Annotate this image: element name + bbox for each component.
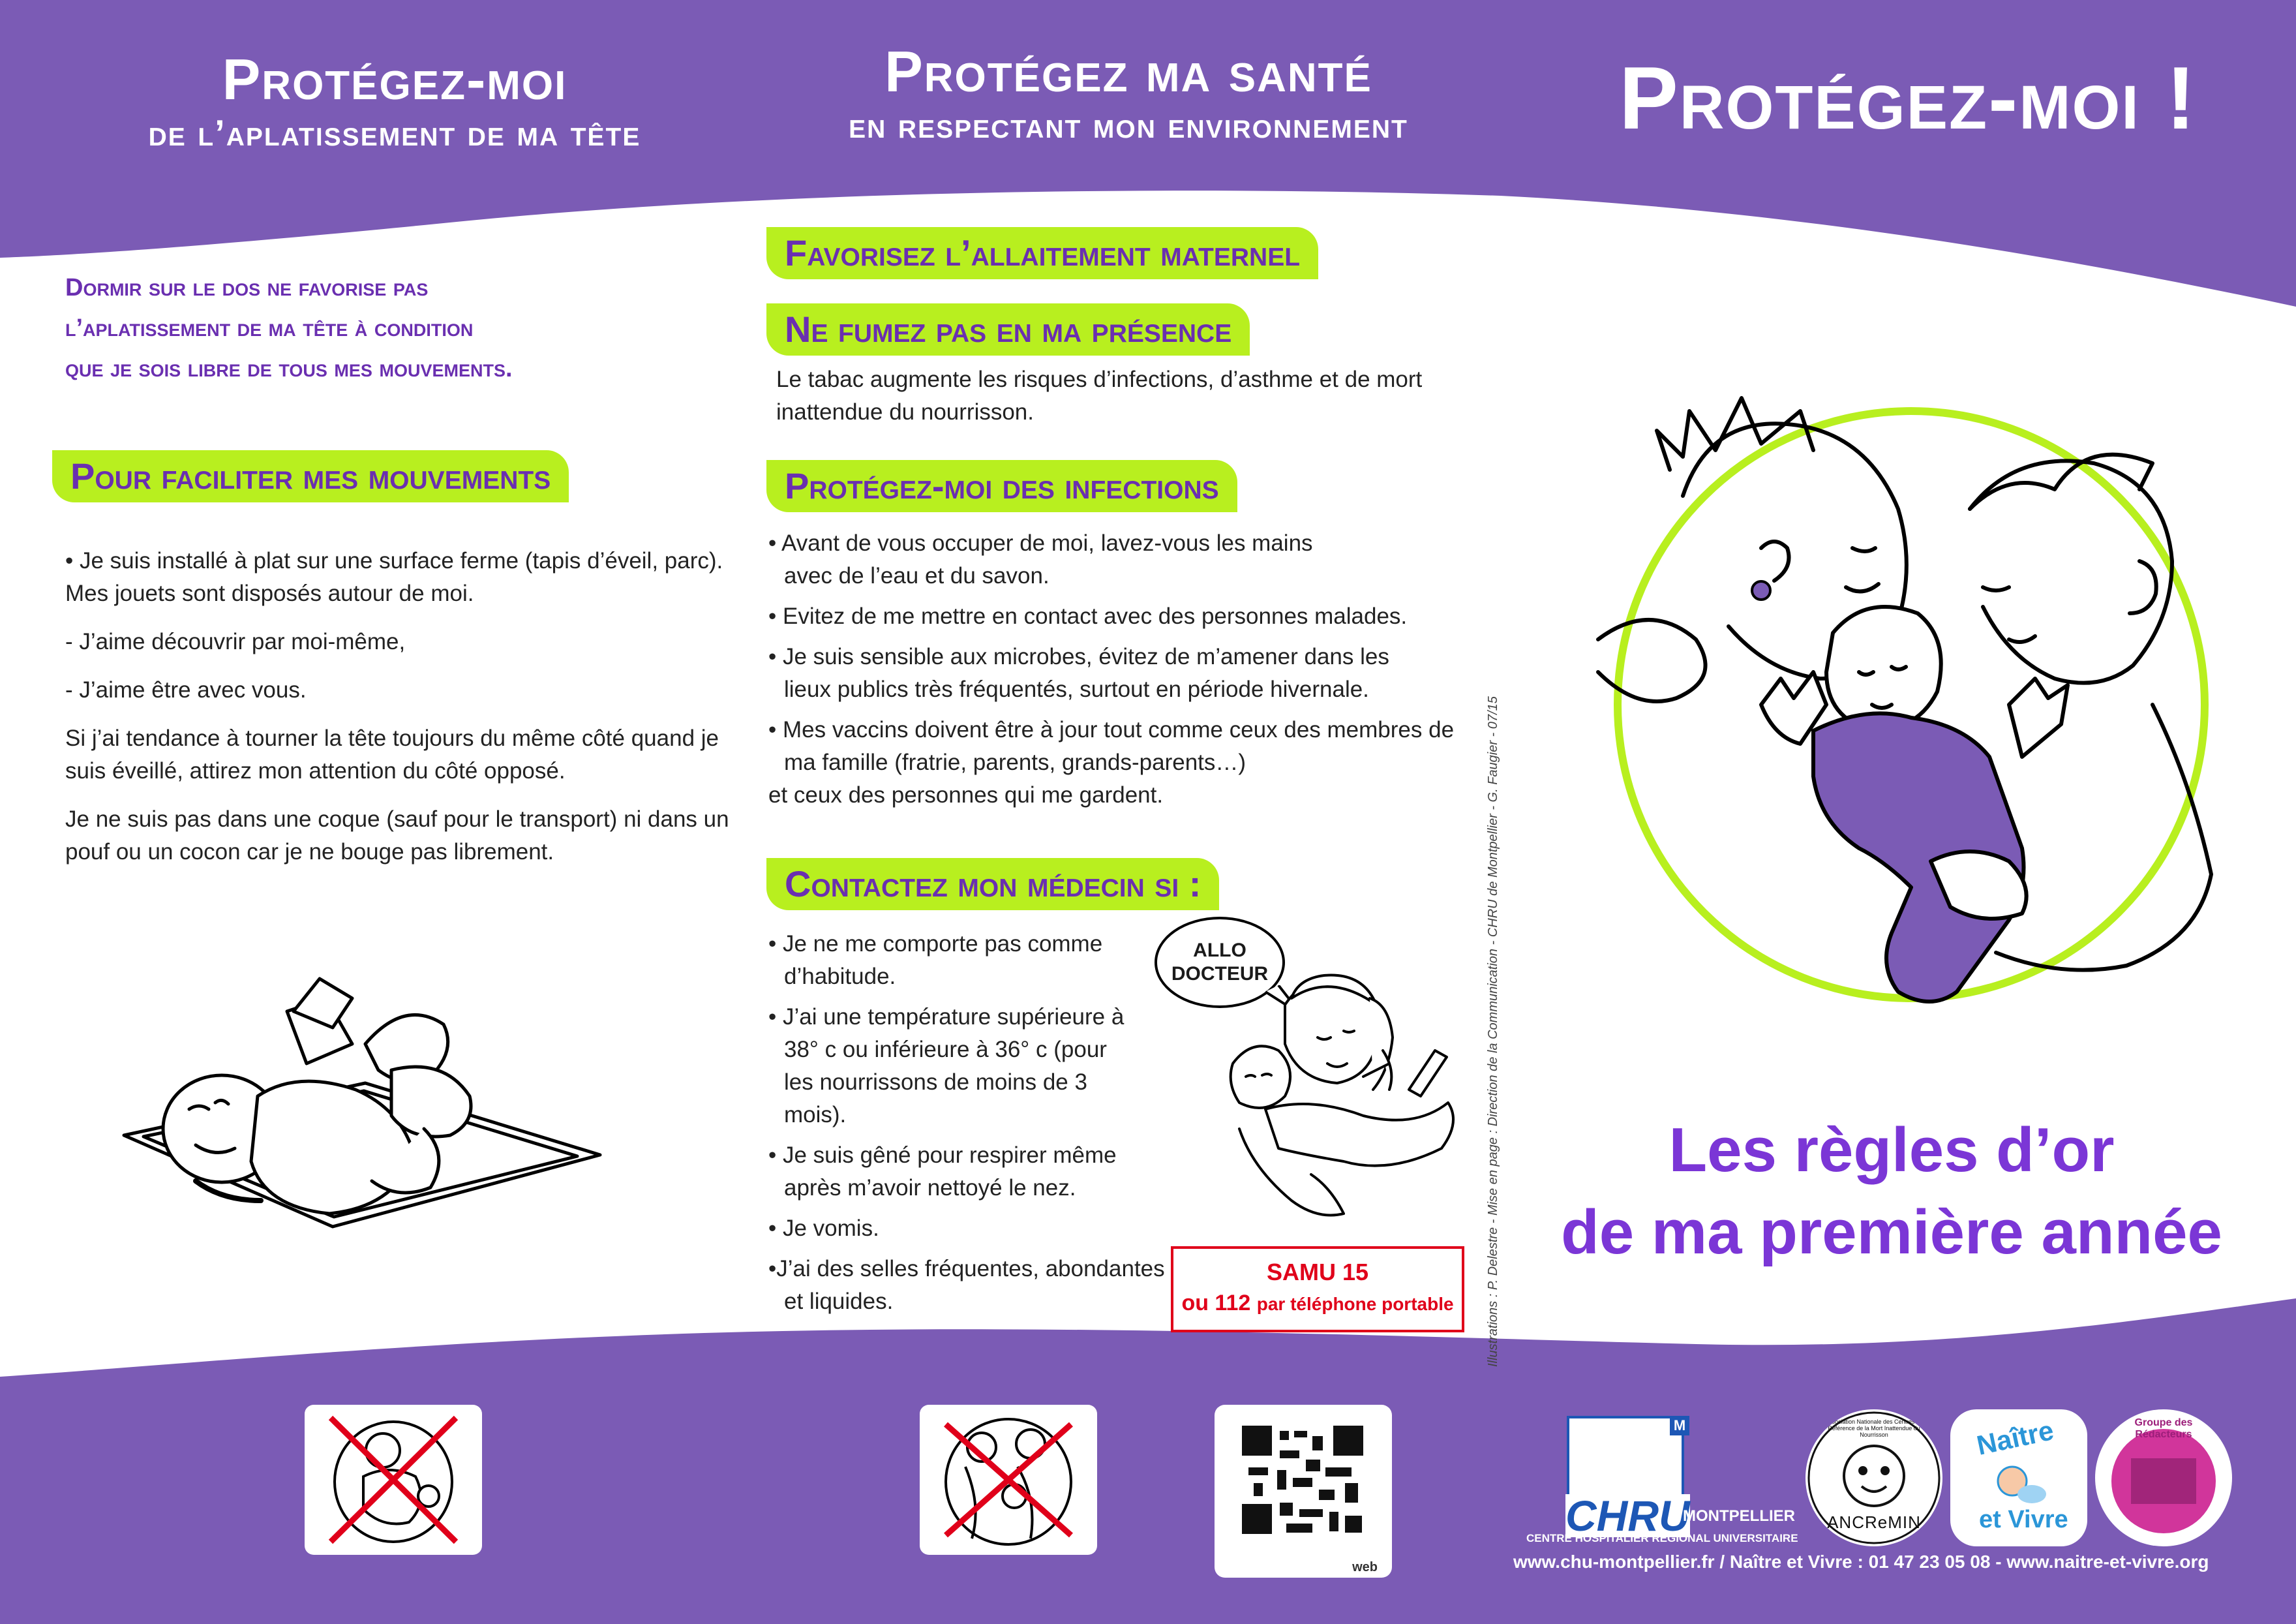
samu-alt-label: par téléphone portable bbox=[1256, 1294, 1454, 1314]
header-right bbox=[1539, 46, 2276, 150]
list-item: • Je ne me comporte pas comme d’habitude. bbox=[768, 931, 1103, 989]
left-paragraph: - J’aime être avec vous. bbox=[65, 677, 307, 703]
left-intro-line-2: l’aplatissement de ma tête à condition bbox=[65, 314, 474, 342]
mother-phone-illustration bbox=[1213, 959, 1474, 1246]
footer-urls[interactable]: www.chu-montpellier.fr / Naître et Vivre : 01 47 23 05 08 - www.naitre-et-vivre.org bbox=[1513, 1552, 2209, 1572]
left-body bbox=[65, 545, 744, 884]
groupe-redacteurs-logo[interactable] bbox=[2095, 1409, 2232, 1546]
header-right-title: Protégez-moi ! bbox=[1619, 48, 2197, 147]
family-illustration bbox=[1565, 365, 2270, 1096]
section-title-movements: Pour faciliter mes mouvements bbox=[52, 450, 569, 502]
left-paragraph: Je ne suis pas dans une coque (sauf pour le transport) ni dans un pouf ou un cocon car je ne bouge pas librement. bbox=[65, 806, 729, 865]
left-intro bbox=[65, 268, 718, 389]
naitre-label-2: et Vivre bbox=[1979, 1506, 2068, 1533]
list-item: et ceux des personnes qui me gardent. bbox=[768, 782, 1164, 808]
chru-logo[interactable]: M CHRU MONTPELLIER CENTRE HOSPITALIER REGIONAL UNIVERSITAIRE bbox=[1526, 1417, 1798, 1544]
section-title-doctor: Contactez mon médecin si : bbox=[766, 858, 1219, 910]
left-paragraph: - J’aime découvrir par moi-même, bbox=[65, 629, 406, 654]
baby-on-mat-illustration bbox=[117, 966, 613, 1240]
groupe-label: Groupe des Rédacteurs bbox=[2134, 1417, 2193, 1440]
header-left-subtitle: de l’aplatissement de ma tête bbox=[148, 112, 641, 153]
ancremin-logo[interactable] bbox=[1805, 1409, 1942, 1546]
speech-line-2: DOCTEUR bbox=[1171, 963, 1269, 985]
list-item: • Je vomis. bbox=[768, 1216, 879, 1241]
ancremin-arc-text: Association Nationale des Centres de Référence de la Mort Inattendue du Nourrisson bbox=[1824, 1418, 1924, 1438]
ancremin-label: ANCReMIN bbox=[1827, 1512, 1921, 1532]
infections-list bbox=[768, 527, 1460, 812]
list-item: •J’ai des selles fréquentes, abondantes et liquides. bbox=[768, 1256, 1165, 1314]
chru-city: MONTPELLIER bbox=[1683, 1507, 1795, 1525]
header-middle-subtitle: en respectant mon environnement bbox=[849, 104, 1408, 146]
baby-icon bbox=[1989, 1462, 2048, 1507]
list-item: • Je suis gêné pour respirer même après m’avoir nettoyé le nez. bbox=[768, 1142, 1117, 1201]
section-title-smoking: Ne fumez pas en ma présence bbox=[766, 303, 1250, 356]
naitre-et-vivre-logo[interactable] bbox=[1950, 1409, 2087, 1546]
samu-alt bbox=[1173, 1288, 1462, 1319]
no-cocoon-icon bbox=[305, 1405, 482, 1555]
left-intro-line-3: que je sois libre de tous mes mouvements. bbox=[65, 355, 513, 382]
qr-label: web bbox=[1352, 1560, 1378, 1574]
samu-number: SAMU 15 bbox=[1266, 1259, 1369, 1285]
qr-code-icon[interactable] bbox=[1215, 1405, 1392, 1555]
cover-title bbox=[1500, 1109, 2283, 1274]
section-title-breastfeeding: Favorisez l’allaitement maternel bbox=[766, 227, 1318, 279]
credits-text: Illustrations : P. Delestre - Mise en page : Direction de la Communication - CHRU de Montpellier - G. Faugier - 07/15 bbox=[1486, 696, 1500, 1367]
list-item: • Je suis sensible aux microbes, évitez de m’amener dans les lieux publics très fréquentés, surtout en période hivernale. bbox=[768, 644, 1389, 702]
no-smoking-family-icon bbox=[920, 1405, 1097, 1555]
naitre-label-1: Naître bbox=[1974, 1415, 2057, 1461]
doctor-list bbox=[768, 928, 1186, 1326]
speech-line-1: ALLO bbox=[1193, 940, 1246, 961]
header-middle bbox=[750, 39, 1507, 146]
header-left-title: Protégez-moi bbox=[222, 47, 567, 112]
section-title-infections: Protégez-moi des infections bbox=[766, 460, 1237, 512]
header-left bbox=[39, 47, 750, 154]
list-item: • Avant de vous occuper de moi, lavez-vous les mains avec de l’eau et du savon. bbox=[768, 530, 1313, 589]
samu-alt-number: ou 112 bbox=[1181, 1291, 1251, 1315]
no-smoking-family-icon-tile bbox=[920, 1405, 1097, 1555]
samu-box bbox=[1171, 1246, 1464, 1332]
no-cocoon-icon-tile bbox=[305, 1405, 482, 1555]
list-item: • Evitez de me mettre en contact avec des personnes malades. bbox=[768, 604, 1408, 629]
qr-code-tile[interactable] bbox=[1215, 1405, 1392, 1578]
list-item: • J’ai une température supérieure à 38° c ou inférieure à 36° c (pour les nourrissons de moins de 3 mois). bbox=[768, 1004, 1125, 1127]
chru-subtitle: CENTRE HOSPITALIER REGIONAL UNIVERSITAIRE bbox=[1526, 1532, 1798, 1544]
left-paragraph: • Je suis installé à plat sur une surface ferme (tapis d’éveil, parc). Mes jouets sont disposés autour de moi. bbox=[65, 548, 723, 606]
cover-title-line-2: de ma première année bbox=[1561, 1197, 2222, 1267]
smoking-text: Le tabac augmente les risques d’infections, d’asthme et de mort inattendue du nourrisson. bbox=[776, 367, 1423, 425]
cover-title-line-1: Les règles d’or bbox=[1669, 1115, 2115, 1185]
header-middle-title: Protégez ma santé bbox=[884, 39, 1372, 104]
list-item: • Mes vaccins doivent être à jour tout comme ceux des membres de ma famille (fratrie, parents, grands-parents…) bbox=[768, 717, 1455, 775]
left-paragraph: Si j’ai tendance à tourner la tête toujours du même côté quand je suis éveillé, attirez mon attention du côté opposé. bbox=[65, 726, 719, 784]
chru-logo-text: CHRU bbox=[1565, 1492, 1690, 1540]
left-intro-line-1: Dormir sur le dos ne favorise pas bbox=[65, 274, 429, 301]
